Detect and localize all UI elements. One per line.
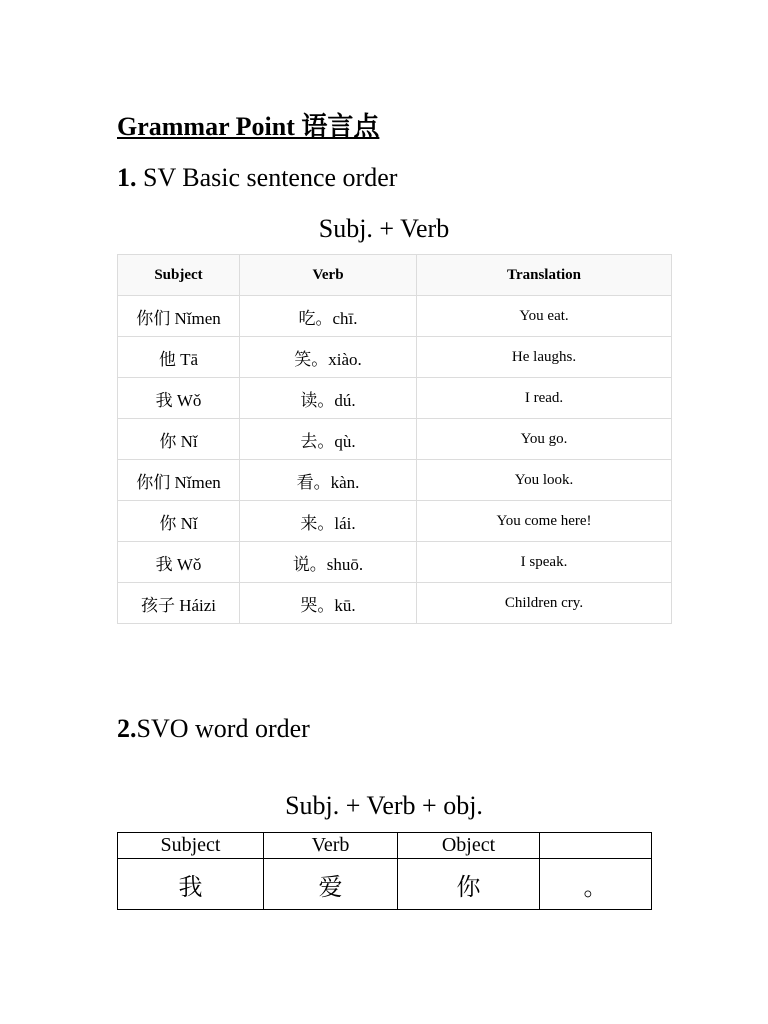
subject-cell: 他 Tā [118,337,240,378]
verb-cell: 笑。xiào. [240,337,417,378]
table-row [118,337,672,378]
subject-cell: 我 Wǒ [118,378,240,419]
table-row [118,419,672,460]
table-row [118,501,672,542]
header-verb: Verb [240,255,417,296]
table-row [118,460,672,501]
section-1-title: SV Basic sentence order [136,163,398,192]
header-translation: Translation [417,255,672,296]
section-1-number: 1. [117,163,137,192]
section-2-number: 2. [117,714,137,743]
object-cell: 你 [398,859,540,910]
section-1-heading [117,161,397,195]
translation-cell: You come here! [417,501,672,542]
subject-cell: 我 Wǒ [118,542,240,583]
header-subject: Subject [118,255,240,296]
translation-cell: You go. [417,419,672,460]
subject-cell: 你 Nǐ [118,419,240,460]
section-2-heading [117,712,310,746]
header-subject: Subject [118,833,264,859]
svo-table [117,832,652,910]
translation-cell: I speak. [417,542,672,583]
header-verb: Verb [264,833,398,859]
sv-table [117,254,672,624]
translation-cell: I read. [417,378,672,419]
subject-cell: 你们 Nǐmen [118,296,240,337]
table-row [118,296,672,337]
verb-cell: 读。dú. [240,378,417,419]
table-row [118,859,652,910]
section-2-formula: Subj. + Verb + obj. [285,791,483,820]
verb-cell: 爱 [264,859,398,910]
sv-table-header-row [118,255,672,296]
subject-cell: 你 Nǐ [118,501,240,542]
verb-cell: 看。kàn. [240,460,417,501]
verb-cell: 说。shuō. [240,542,417,583]
table-row [118,583,672,624]
table-row [118,542,672,583]
subject-cell: 你们 Nǐmen [118,460,240,501]
translation-cell: He laughs. [417,337,672,378]
subject-cell: 孩子 Háizi [118,583,240,624]
page-title: Grammar Point 语言点 [117,112,380,141]
punctuation-cell: 。 [540,859,652,910]
verb-cell: 哭。kū. [240,583,417,624]
verb-cell: 吃。chī. [240,296,417,337]
header-empty [540,833,652,859]
verb-cell: 去。qù. [240,419,417,460]
verb-cell: 来。lái. [240,501,417,542]
section-1-formula: Subj. + Verb [318,214,450,243]
translation-cell: Children cry. [417,583,672,624]
svo-table-header-row [118,833,652,859]
subject-cell: 我 [118,859,264,910]
section-2-title: SVO word order [136,714,310,743]
table-row [118,378,672,419]
translation-cell: You look. [417,460,672,501]
translation-cell: You eat. [417,296,672,337]
header-object: Object [398,833,540,859]
